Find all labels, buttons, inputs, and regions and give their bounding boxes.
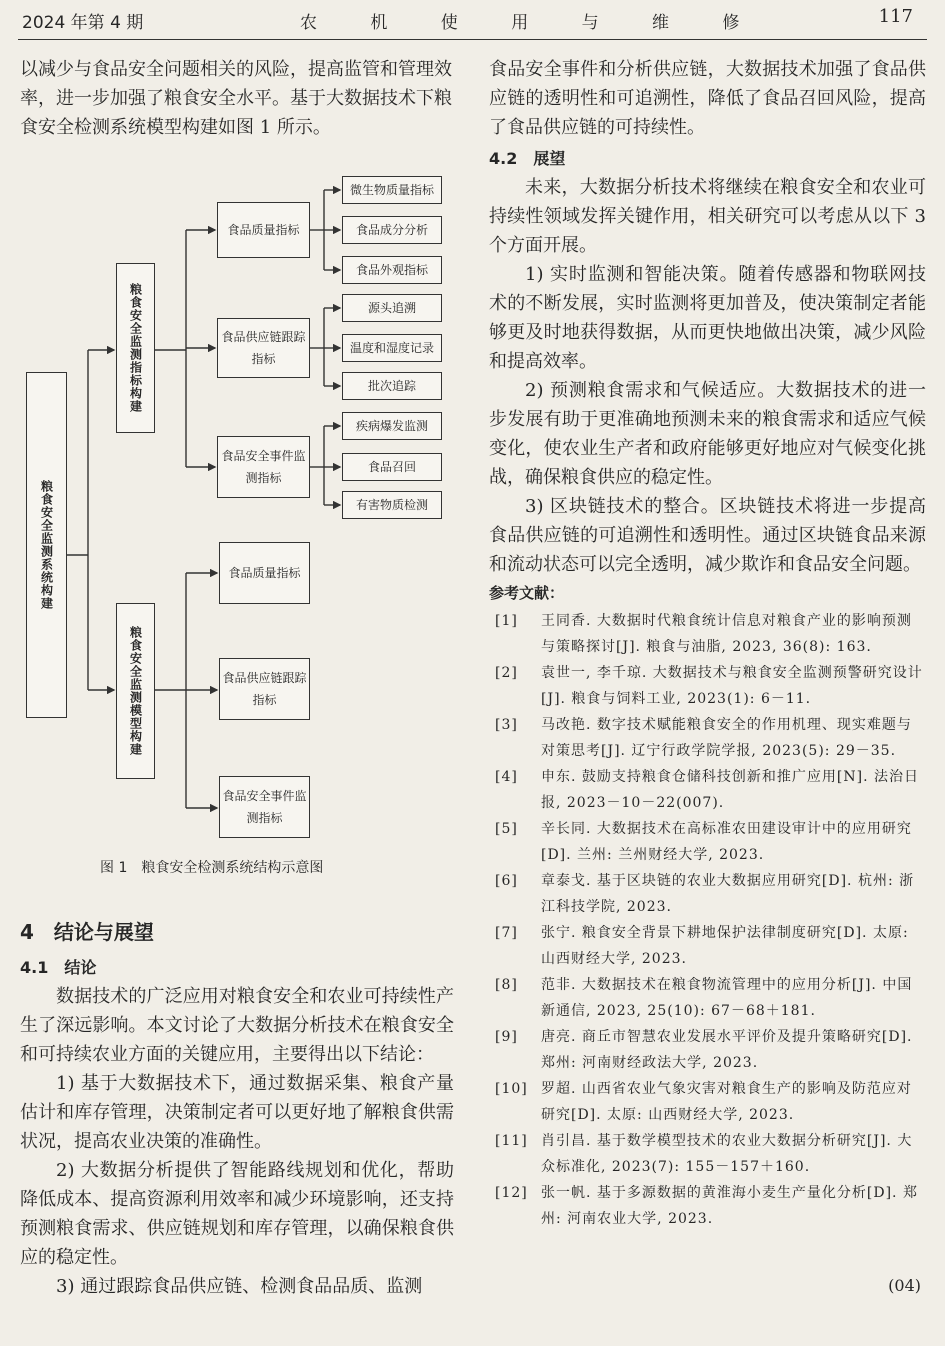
reference-text: 章泰戈. 基于区块链的农业大数据应用研究[D]. 杭州: 浙江科技学院, 2023. [541, 873, 915, 915]
issue-label: 2024 年第 4 期 [22, 13, 144, 33]
article-code: (04) [888, 1276, 921, 1295]
reference-text: 肖引昌. 基于数学模型技术的农业大数据分析研究[J]. 大众标准化, 2023(7): 155－157＋160. [541, 1133, 913, 1175]
a-node-1: 食品质量指标 [217, 202, 310, 258]
a-leaf-3-1: 疾病爆发监测 [342, 412, 442, 440]
section-41-heading: 4.1 结论 [20, 958, 97, 977]
right-p0: 食品安全事件和分析供应链，大数据技术加强了食品供应链的透明性和可追溯性，降低了食品召回风险，提高了食品供应链的可持续性。 [489, 59, 926, 138]
reference-item [489, 868, 926, 920]
a-leaf-3-3: 有害物质检测 [342, 491, 442, 519]
left-intro-block [20, 55, 452, 142]
reference-item [489, 660, 926, 712]
outlook-p1: 未来，大数据分析技术将继续在粮食安全和农业可持续性领域发挥关键作用，相关研究可以考虑从以下 3 个方面开展。 [489, 177, 926, 256]
reference-text: 唐亮. 商丘市智慧农业发展水平评价及提升策略研究[D]. 郑州: 河南财经政法大学, 2023. [541, 1029, 913, 1071]
reference-item [489, 1128, 926, 1180]
references-list [489, 608, 926, 1232]
branch-b-node: 粮食安全监测模型构建 [116, 603, 155, 779]
reference-item [489, 816, 926, 868]
a-node-3: 食品安全事件监测指标 [217, 436, 310, 498]
journal-title: 农 机 使 用 与 维 修 [300, 13, 764, 33]
a-leaf-3-2: 食品召回 [342, 453, 442, 481]
reference-number: [7] [495, 925, 518, 941]
reference-number: [1] [495, 613, 518, 629]
outlook-p2: 1) 实时监测和智能决策。随着传感器和物联网技术的不断发展，实时监测将更加普及，使决策制定者能够更及时地获得数据，从而更快地做出决策，减少风险和提高效率。 [489, 264, 926, 372]
a-leaf-2-2: 温度和湿度记录 [342, 334, 442, 362]
reference-number: [6] [495, 873, 518, 889]
reference-text: 张一帆. 基于多源数据的黄淮海小麦生产量化分析[D]. 郑州: 河南农业大学, 2023. [541, 1185, 918, 1227]
reference-text: 罗超. 山西省农业气象灾害对粮食生产的影响及防范应对研究[D]. 太原: 山西财经大学, 2023. [541, 1081, 912, 1123]
reference-text: 马改艳. 数字技术赋能粮食安全的作用机理、现实难题与对策思考[J]. 辽宁行政学院学报, 2023(5): 29－35. [541, 717, 912, 759]
conclusion-p2: 1) 基于大数据技术下，通过数据采集、粮食产量估计和库存管理，决策制定者可以更好地了解粮食供需状况，提高农业决策的准确性。 [20, 1073, 454, 1152]
references-heading: 参考文献： [489, 584, 565, 602]
reference-item [489, 972, 926, 1024]
reference-number: [10] [495, 1081, 528, 1097]
a-leaf-2-3: 批次追踪 [342, 372, 442, 400]
reference-text: 王同香. 大数据时代粮食统计信息对粮食产业的影响预测与策略探讨[J]. 粮食与油脂, 2023, 36(8): 163. [541, 613, 912, 655]
root-node: 粮食安全监测系统构建 [26, 372, 67, 718]
a-leaf-2-1: 源头追溯 [342, 294, 442, 322]
figure-diagram [20, 170, 460, 830]
right-column [489, 55, 926, 1232]
header-rule [18, 39, 927, 40]
b-node-3: 食品安全事件监测指标 [219, 776, 310, 838]
reference-text: 张宁. 粮食安全背景下耕地保护法律制度研究[D]. 太原: 山西财经大学, 2023. [541, 925, 909, 967]
intro-paragraph: 以减少与食品安全问题相关的风险，提高监管和管理效率，进一步加强了粮食安全水平。基于大数据技术下粮食安全检测系统模型构建如图 1 所示。 [20, 59, 452, 138]
reference-number: [5] [495, 821, 518, 837]
section-42-heading: 4.2 展望 [489, 149, 566, 168]
a-leaf-1-3: 食品外观指标 [342, 256, 442, 284]
outlook-p4: 3) 区块链技术的整合。区块链技术将进一步提高食品供应链的可追溯性和透明性。通过区块链食品来源和流动状态可以完全透明，减少欺诈和食品安全问题。 [489, 496, 926, 575]
b-node-1: 食品质量指标 [219, 542, 310, 604]
reference-text: 范非. 大数据技术在粮食物流管理中的应用分析[J]. 中国新通信, 2023, 25(10): 67－68＋181. [541, 977, 913, 1019]
b-node-2: 食品供应链跟踪指标 [219, 658, 310, 720]
conclusion-p3: 2) 大数据分析提供了智能路线规划和优化，帮助降低成本、提高资源利用效率和减少环境影响，还支持预测粮食需求、供应链规划和库存管理，以确保粮食供应的稳定性。 [20, 1160, 454, 1268]
a-leaf-1-1: 微生物质量指标 [342, 176, 442, 204]
left-conclusion-block [20, 918, 454, 1301]
a-leaf-1-2: 食品成分分析 [342, 216, 442, 244]
conclusion-p1: 数据技术的广泛应用对粮食安全和农业可持续性产生了深远影响。本文讨论了大数据分析技术在粮食安全和可持续农业方面的关键应用，主要得出以下结论： [20, 986, 454, 1065]
reference-text: 辛长同. 大数据技术在高标准农田建设审计中的应用研究[D]. 兰州: 兰州财经大学, 2023. [541, 821, 912, 863]
reference-number: [12] [495, 1185, 528, 1201]
reference-text: 袁世一, 李千琼. 大数据技术与粮食安全监测预警研究设计[J]. 粮食与饲料工业, 2023(1): 6－11. [541, 665, 923, 707]
a-node-2: 食品供应链跟踪指标 [217, 318, 310, 378]
figure-caption: 图 1 粮食安全检测系统结构示意图 [100, 860, 324, 876]
branch-a-node: 粮食安全监测指标构建 [116, 263, 155, 433]
reference-item [489, 764, 926, 816]
reference-number: [11] [495, 1133, 528, 1149]
reference-text: 申东. 鼓励支持粮食仓储科技创新和推广应用[N]. 法治日报, 2023－10－22(007). [541, 769, 919, 811]
reference-number: [9] [495, 1029, 518, 1045]
page-header [0, 0, 945, 42]
page-number: 117 [878, 6, 913, 27]
reference-item [489, 712, 926, 764]
section-4-heading: 4 结论与展望 [20, 920, 154, 944]
outlook-p3: 2) 预测粮食需求和气候适应。大数据技术的进一步发展有助于更准确地预测未来的粮食需求和适应气候变化，使农业生产者和政府能够更好地应对气候变化挑战，确保粮食供应的稳定性。 [489, 380, 926, 488]
reference-item [489, 1180, 926, 1232]
reference-number: [2] [495, 665, 518, 681]
conclusion-p4: 3) 通过跟踪食品供应链、检测食品品质、监测 [56, 1276, 423, 1297]
reference-number: [4] [495, 769, 518, 785]
reference-number: [8] [495, 977, 518, 993]
reference-item [489, 1076, 926, 1128]
reference-number: [3] [495, 717, 518, 733]
reference-item [489, 608, 926, 660]
reference-item [489, 920, 926, 972]
reference-item [489, 1024, 926, 1076]
